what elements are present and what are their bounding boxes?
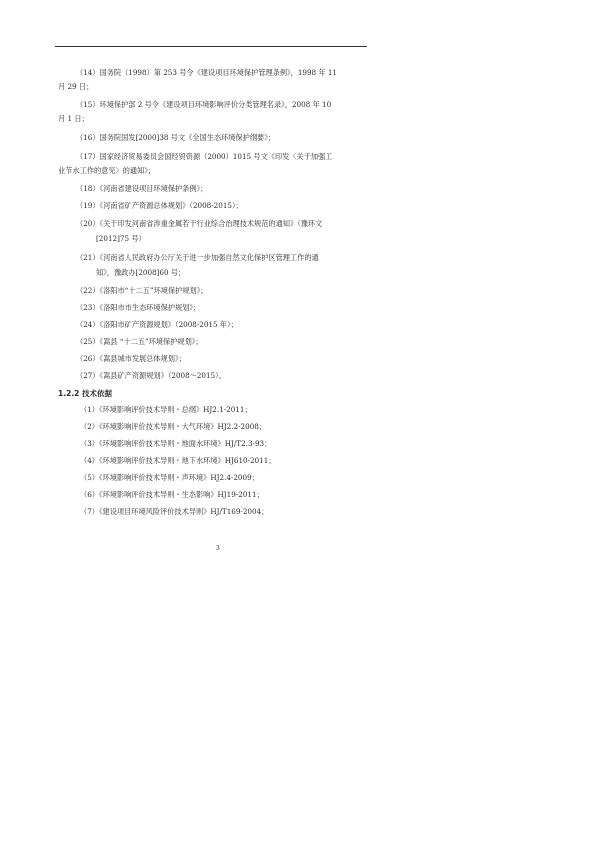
regulation-line: 月 1 日；: [58, 114, 89, 123]
regulation-line: （22）《洛阳市“十二五”环境保护规划》；: [76, 286, 208, 295]
regulation-line: （18）《河南省建设项目环境保护条例》；: [76, 184, 208, 193]
technical-line: （7）《建设项目环境风险评价技术导则》HJ/T169-2004；: [80, 507, 269, 516]
technical-line: （2）《环境影响评价技术导则・大气环境》HJ2.2-2008；: [80, 422, 267, 431]
technical-line: （3）《环境影响评价技术导则・地面水环境》HJ/T2.3-93；: [80, 439, 272, 448]
regulation-line: （19）《河南省矿产资源总体规划》（2008-2015）；: [76, 201, 243, 210]
regulation-line: （20）《关于印发河南省涉重金属若干行业综合治理技术规范的通知》（豫环文: [76, 219, 323, 228]
regulation-line: 知》，豫政办[2008]60 号；: [96, 268, 186, 277]
regulation-line: （24）《洛阳市矿产资源规划》（2008-2015 年）；: [76, 320, 238, 329]
technical-line: （5）《环境影响评价技术导则・声环境》HJ2.4-2009；: [80, 473, 259, 482]
section-heading: 1.2.2 技术依据: [58, 389, 112, 398]
technical-line: （4）《环境影响评价技术导则・地下水环境》HJ610-2011；: [80, 456, 276, 465]
page-number: 3: [216, 545, 220, 552]
regulation-line: （21）《河南省人民政府办公厅关于进一步加强自然文化保护区管理工作的通: [76, 253, 319, 262]
regulation-line: （23）《洛阳市市生态环境保护规划》；: [76, 303, 201, 312]
regulation-line: （26）《嵩县城市发展总体规划》；: [76, 354, 186, 363]
technical-line: （6）《环境影响评价技术导则・生态影响》HJ19-2011；: [80, 490, 264, 499]
regulation-line: （17）国家经济贸易委员会国经贸资源（2000）1015 号文《印发〈关于加强工: [76, 152, 333, 161]
regulation-line: [2012]75 号）: [96, 234, 146, 243]
regulation-line: （15）环境保护部 2 号令《建设项目环境影响评价分类管理名录》，2008 年 10: [76, 100, 332, 109]
regulation-line: （16）国务院国发[2000]38 号文《全国生态环境保护纲要》；: [76, 133, 276, 142]
technical-line: （1）《环境影响评价技术导则・总纲》HJ2.1-2011；: [80, 405, 252, 414]
regulation-line: 业节水工作的意见〉的通知》；: [58, 166, 156, 175]
regulation-line: （27）《嵩县矿产资源规划》（2008～2015）。: [76, 371, 226, 380]
regulation-line: 月 29 日；: [58, 82, 94, 91]
header-rule: [55, 46, 367, 47]
regulation-line: （14）国务院（1998）第 253 号令《建设项目环境保护管理条例》，1998 年 11: [76, 68, 338, 77]
regulation-line: （25）《嵩县 “十二五”环境保护规划》；: [76, 337, 203, 346]
